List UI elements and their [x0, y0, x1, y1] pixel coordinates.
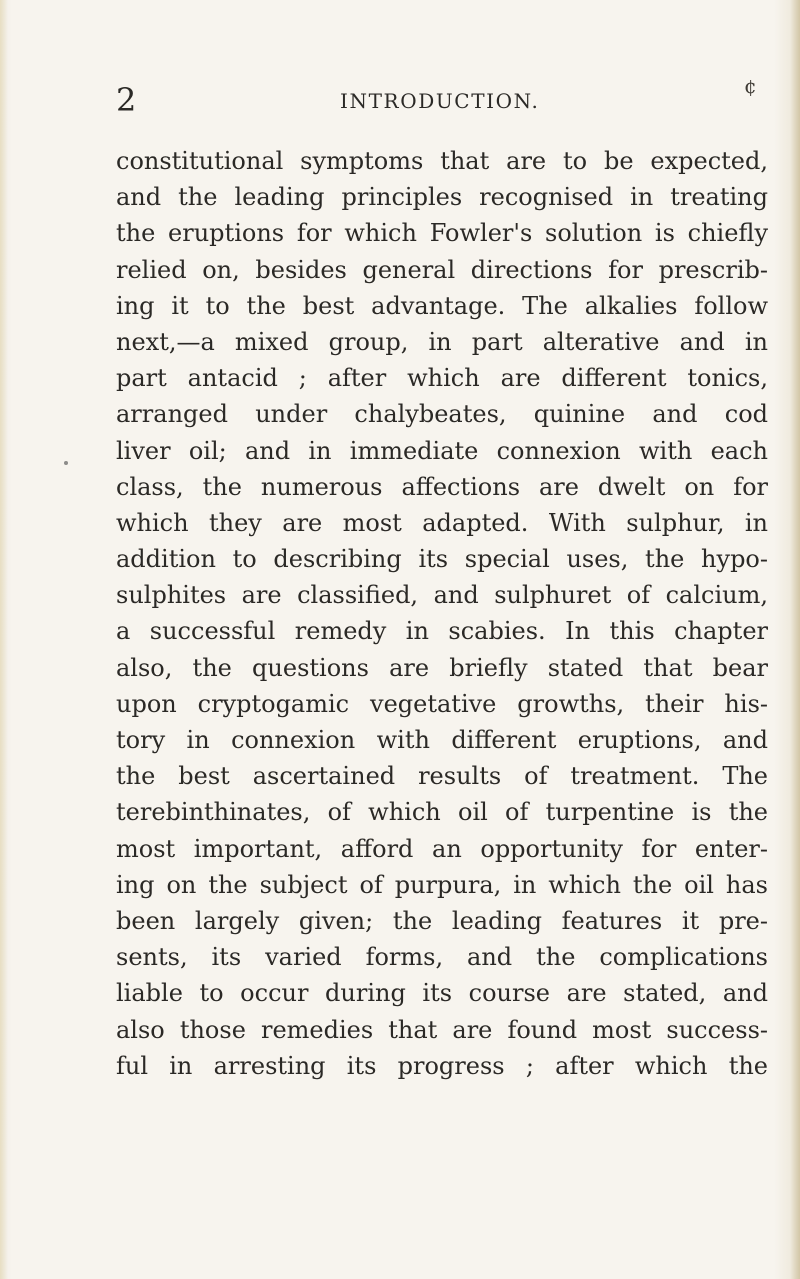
- text-line: ful in arresting its progress ; after which the: [116, 1051, 768, 1080]
- text-line: also those remedies that are found most success-: [116, 1015, 768, 1044]
- text-line: sents, its varied forms, and the complications: [116, 943, 768, 972]
- text-line: upon cryptogamic vegetative growths, their his-: [116, 689, 768, 718]
- text-line: addition to describing its special uses, the hypo-: [116, 545, 768, 574]
- page-left-edge: [0, 0, 8, 1279]
- text-line: liable to occur during its course are stated, and: [116, 979, 768, 1008]
- page-right-edge: [790, 0, 800, 1279]
- text-line: next,—a mixed group, in part alterative and in: [116, 327, 768, 356]
- text-line: part antacid ; after which are different tonics,: [116, 364, 768, 393]
- text-line: sulphites are classified, and sulphuret of calcium,: [116, 581, 768, 610]
- text-line: also, the questions are briefly stated that bear: [116, 653, 768, 682]
- text-line: the eruptions for which Fowler's solution is chiefly: [116, 219, 768, 248]
- body-text: [116, 143, 768, 1084]
- text-line: class, the numerous affections are dwelt on for: [116, 472, 768, 501]
- text-line: most important, afford an opportunity for enter-: [116, 834, 768, 863]
- printer-mark: ¢: [744, 74, 757, 98]
- text-line: liver oil; and in immediate connexion with each: [116, 436, 768, 465]
- text-line: ing on the subject of purpura, in which the oil has: [116, 870, 768, 899]
- margin-dot: [64, 461, 68, 465]
- page-header: [116, 74, 766, 120]
- text-line: tory in connexion with different eruptions, and: [116, 726, 768, 754]
- page-number: 2: [116, 81, 137, 119]
- text-line: been largely given; the leading features it pre-: [116, 906, 768, 935]
- text-line: a successful remedy in scabies. In this chapter: [116, 617, 768, 646]
- text-line: relied on, besides general directions for prescrib-: [116, 255, 768, 284]
- text-line: which they are most adapted. With sulphur, in: [116, 508, 768, 537]
- text-line: constitutional symptoms that are to be expected,: [116, 147, 768, 175]
- text-line: the best ascertained results of treatment. The: [116, 762, 768, 791]
- text-line: terebinthinates, of which oil of turpentine is the: [116, 798, 768, 827]
- text-line: and the leading principles recognised in treating: [116, 183, 768, 212]
- text-line: arranged under chalybeates, quinine and cod: [116, 400, 768, 429]
- text-line: ing it to the best advantage. The alkalies follow: [116, 291, 768, 320]
- running-head: INTRODUCTION.: [340, 89, 540, 113]
